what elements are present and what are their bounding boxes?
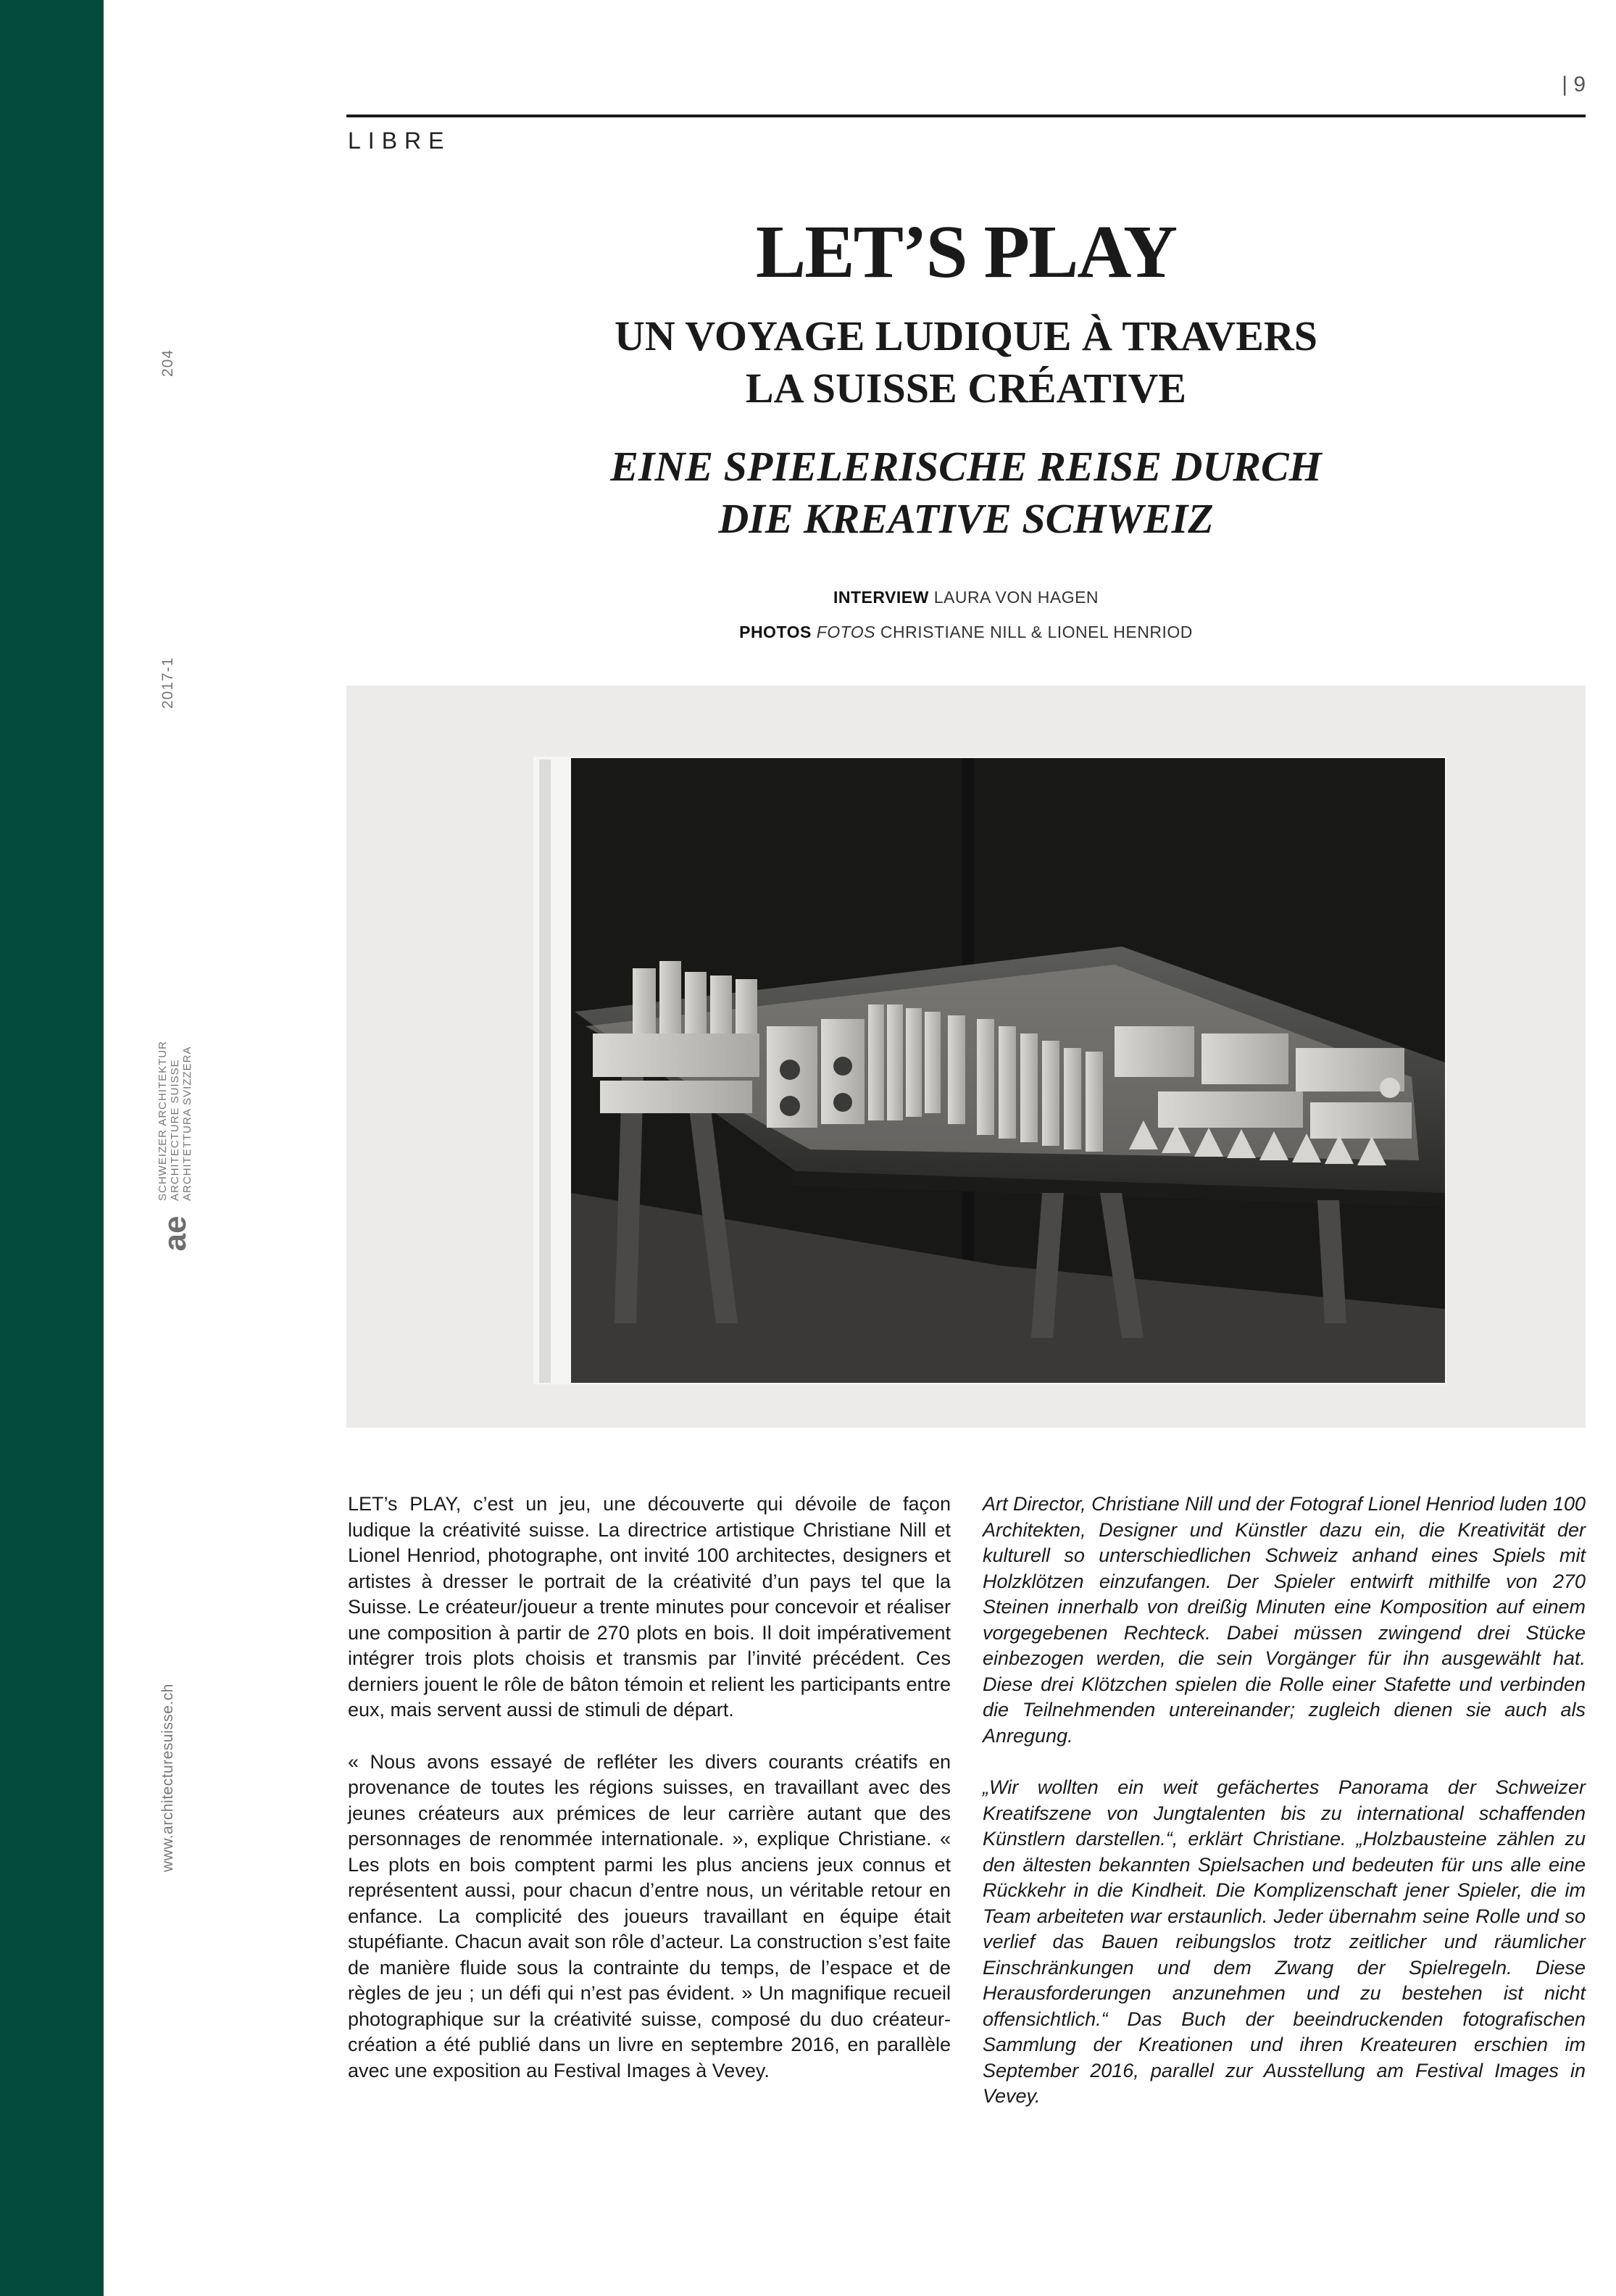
subtitle-fr: [346, 310, 1586, 415]
article-photo: [346, 686, 1586, 1428]
logo-line-it: ARCHITETTURA SVIZZERA: [181, 1046, 193, 1201]
credit-interview-label: INTERVIEW: [833, 588, 929, 607]
subtitle-de-line-1: EINE SPIELERISCHE REISE DURCH: [610, 443, 1322, 490]
credit-interview: [346, 580, 1586, 615]
issue-year: 2017-1: [159, 657, 176, 709]
credit-photos-label: PHOTOS: [739, 623, 812, 641]
sidebar-green-bar: [0, 0, 104, 2296]
publication-logo: [142, 1038, 210, 1255]
article-title: LET’S PLAY: [755, 210, 1177, 294]
ae-logo-icon: ae: [157, 1215, 193, 1252]
subtitle-fr-line-1: UN VOYAGE LUDIQUE À TRAVERS: [614, 312, 1318, 359]
page-number: | 9: [1562, 72, 1586, 96]
website-url[interactable]: www.architecturesuisse.ch: [159, 1684, 176, 1872]
credit-photos-names: CHRISTIANE NILL & LIONEL HENRIOD: [880, 623, 1193, 641]
logo-line-fr: ARCHITECTURE SUISSE: [169, 1059, 181, 1201]
article-credits: [346, 580, 1586, 649]
subtitle-fr-line-2: LA SUISSE CRÉATIVE: [745, 365, 1187, 412]
body-fr-paragraph-1: LET’s PLAY, c’est un jeu, une découverte qui dévoile de façon ludique la créativité suisse. La directrice artistique Christiane Nill et Lionel Henriod, photographe, ont invité 100 architectes, designers et artistes à dresser le portrait de la créativité d’un pays tel que la Suisse. Le créateur/joueur a trente minutes pour concevoir et réaliser une composition à partir de 270 plots en bois. Il doit impérativement intégrer trois plots choisis et transmis par l’invité précédent. Ces derniers jouent le rôle de bâton témoin et relient les participants entre eux, mais servent aussi de stimuli de départ.: [348, 1493, 951, 1721]
credit-photos: [346, 615, 1586, 649]
body-de-paragraph-2: „Wir wollten ein weit gefächertes Panorama der Schweizer Kreatifszene von Jungtalenten bis zu international schaffenden Künstlern darstellen.“, erklärt Christiane. „Holzbausteine zählen zu den ältesten bekannten Spielsachen und bedeuten für uns alle eine Rückkehr in die Kindheit. Die Komplizenschaft jener Spieler, die im Team arbeiteten war erstaunlich. Jeder übernahm seine Rolle und so verlief das Bauen reibungslos trotz zeitlicher und räumlicher Einschränkungen und dem Zwang der Spielregeln. Diese Herausforderungen anzunehmen und zu bestehen ist nicht offensichtlich.“ Das Buch der beeindruckenden fotografischen Sammlung der Kreationen und ihren Kreateuren erschien im September 2016, parallel zur Ausstellung am Festival Images in Vevey.: [983, 1776, 1586, 2107]
subtitle-de: [346, 441, 1586, 545]
header-rule: [346, 115, 1586, 117]
body-text-de: [983, 1492, 1586, 2136]
logo-line-de: SCHWEIZER ARCHITEKTUR: [157, 1040, 169, 1201]
credit-interview-name: LAURA VON HAGEN: [933, 588, 1099, 607]
credit-photos-label-de: FOTOS: [816, 623, 876, 641]
open-book-photo: [346, 686, 1586, 1428]
body-fr-paragraph-2: « Nous avons essayé de refléter les divers courants créatifs en provenance de toutes les régions suisses, en travaillant avec des jeunes créateurs aux prémices de leur carrière autant que des personnages de renommée internationale. », explique Christiane. « Les plots en bois comptent parmi les plus anciens jeux connus et représentent aussi, pour chacun d’entre nous, un véritable retour en enfance. La complicité des joueurs travaillant en équipe était stupéfiante. Chacun avait son rôle d’acteur. La construction s’est faite de manière fluide sous la contrainte du temps, de l’espace et de règles de jeu ; un défi qui n’est pas évident. » Un magnifique recueil photographique sur la créativité suisse, composé du duo créateur-création a été publié dans un livre en septembre 2016, en parallèle avec une exposition au Festival Images à Vevey.: [348, 1750, 951, 2081]
body-text-fr: [348, 1492, 951, 2110]
issue-number: 204: [159, 349, 176, 377]
section-label: LIBRE: [348, 128, 451, 154]
publication-names: [157, 1041, 193, 1201]
body-de-paragraph-1: Art Director, Christiane Nill und der Fotograf Lionel Henriod luden 100 Architekten, Designer und Künstler dazu ein, die Kreativität der kulturell so unterschiedlichen Schweiz anhand eines Spiels mit Holzklötzen einzufangen. Der Spieler entwirft mithilfe von 270 Steinen innerhalb von dreißig Minuten eine Komposition auf einem vorgegebenen Rechteck. Dabei müssen zwingend drei Stücke einbezogen werden, die sein Vorgänger für ihn ausgewählt hat. Diese drei Klötzchen spielen die Rolle einer Stafette und verbinden die Teilnehmenden untereinander; zugleich dienen sie auch als Anregung.: [983, 1493, 1586, 1747]
subtitle-de-line-2: DIE KREATIVE SCHWEIZ: [718, 495, 1214, 542]
